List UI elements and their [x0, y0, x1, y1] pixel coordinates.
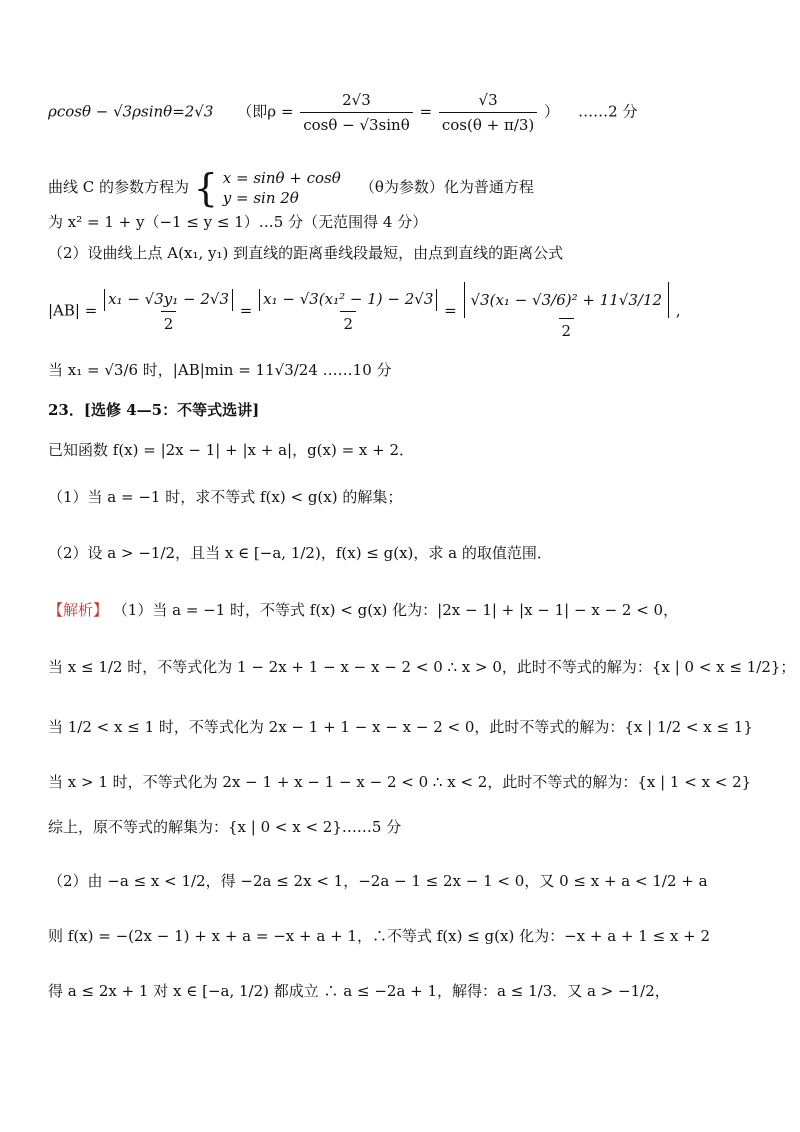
question-23-heading: 23．[选修 4—5：不等式选讲] — [48, 401, 260, 419]
polar-fraction-2 — [439, 90, 537, 135]
polar-note-close: ） — [544, 102, 560, 121]
param-system — [223, 168, 341, 208]
ab-fraction-2 — [259, 289, 437, 334]
case-3: 当 x > 1 时，不等式化为 2x − 1 + x − 1 − x − 2 < 0 ∴ x < 2，此时不等式的解为：{x | 1 < x < 2} — [48, 773, 752, 791]
given-functions: 已知函数 f(x) = |2x − 1| + |x + a|，g(x) = x + 2． — [48, 441, 415, 459]
ab-fraction-2-num: x₁ − √3(x₁² − 1) − 2√3 — [259, 289, 437, 311]
answer-1-intro: （1）当 a = −1 时，不等式 f(x) < g(x) 化为：|2x − 1| + |x − 1| − x − 2 < 0， — [112, 601, 679, 619]
question-2: （2）设 a > −1/2，且当 x ∈ [−a, 1/2)，f(x) ≤ g(x)，求 a 的取值范围． — [48, 544, 552, 562]
polar-equation-line: ρcosθ − √3ρsinθ=2√3 （即ρ = $\frac{2√3}{\cos\theta - √3\sin\theta}$ = $\frac{√3}{\cos(\theta + \pi/3)}$ ） ……2 分 — [48, 91, 638, 134]
case-2: 当 1/2 < x ≤ 1 时，不等式化为 2x − 1 + 1 − x − x − 2 < 0，此时不等式的解为：{x | 1/2 < x ≤ 1} — [48, 718, 753, 736]
param-y: y = sin 2θ — [222, 189, 299, 207]
general-equation: 为 x² = 1 + y（−1 ≤ y ≤ 1）…5 分（无范围得 4 分） — [48, 213, 428, 231]
polar-equation: ρcosθ − √3ρsinθ=2√3 — [48, 102, 214, 121]
answer-2-line-3: 得 a ≤ 2x + 1 对 x ∈ [−a, 1/2) 都成立 ∴ a ≤ −2a + 1，解得：a ≤ 1/3．又 a > −1/2， — [48, 982, 670, 1000]
ab-fraction-1-num: x₁ − √3y₁ − 2√3 — [104, 289, 233, 311]
ab-label: |AB| = — [48, 301, 98, 320]
polar-note-open: （即ρ = — [237, 102, 294, 121]
parametric-line — [48, 168, 534, 208]
param-intro: 曲线 C 的参数方程为 — [48, 178, 190, 196]
case-1: 当 x ≤ 1/2 时，不等式化为 1 − 2x + 1 − x − x − 2 < 0 ∴ x > 0，此时不等式的解为：{x | 0 < x ≤ 1/2}； — [48, 658, 796, 676]
min-distance-line: 当 x₁ = √3/6 时，|AB|min = 11√3/24 ……10 分 — [48, 361, 392, 379]
ab-fraction-2-den: 2 — [340, 311, 356, 334]
analysis-tag: 【解析】 — [48, 601, 109, 619]
question-1: （1）当 a = −1 时，求不等式 f(x) < g(x) 的解集； — [48, 488, 403, 506]
polar-fraction-1-num: 2√3 — [342, 91, 371, 109]
left-brace-icon: { — [193, 166, 218, 210]
answer-2-line-1: （2）由 −a ≤ x < 1/2，得 −2a ≤ 2x < 1，−2a − 1 ≤ 2x − 1 < 0，又 0 ≤ x + a < 1/2 + a — [48, 872, 708, 890]
ab-fraction-3-den: 2 — [559, 318, 575, 341]
polar-fraction-2-den: cos(θ + π/3) — [439, 112, 537, 135]
ab-fraction-3 — [464, 282, 670, 341]
answer-2-line-2: 则 f(x) = −(2x − 1) + x + a = −x + a + 1，∴不等式 f(x) ≤ g(x) 化为：−x + a + 1 ≤ x + 2 — [48, 927, 711, 945]
q2-intro: （2）设曲线上点 A(x₁, y₁) 到直线的距离垂线段最短，由点到直线的距离公式 — [48, 244, 564, 262]
polar-fraction-1 — [300, 90, 413, 135]
param-x: x = sinθ + cosθ — [222, 169, 341, 187]
ab-fraction-1-den: 2 — [161, 311, 177, 334]
polar-fraction-1-den: cosθ − √3sinθ — [300, 112, 413, 135]
ab-fraction-1 — [104, 289, 233, 334]
analysis-line-1 — [48, 600, 678, 620]
summary-5-points: 综上，原不等式的解集为：{x | 0 < x < 2}……5 分 — [48, 818, 402, 836]
ab-fraction-3-num: √3(x₁ − √3/6)² + 11√3/12 — [464, 282, 670, 318]
polar-fraction-2-num: √3 — [478, 91, 498, 109]
ab-distance-line: |AB| = $\frac{\text{x₁ − √3y₁ − 2√3}}{2}$ = $\frac{\text{x₁ − √3(x₁² − 1) − 2√3}}{2}$ = $\frac{\text{√3(x₁ − √3/6)² + 11√3/12}}{2}$ , — [48, 282, 681, 341]
score-2: ……2 分 — [578, 102, 638, 121]
param-tail: （θ为参数）化为普通方程 — [359, 178, 534, 196]
